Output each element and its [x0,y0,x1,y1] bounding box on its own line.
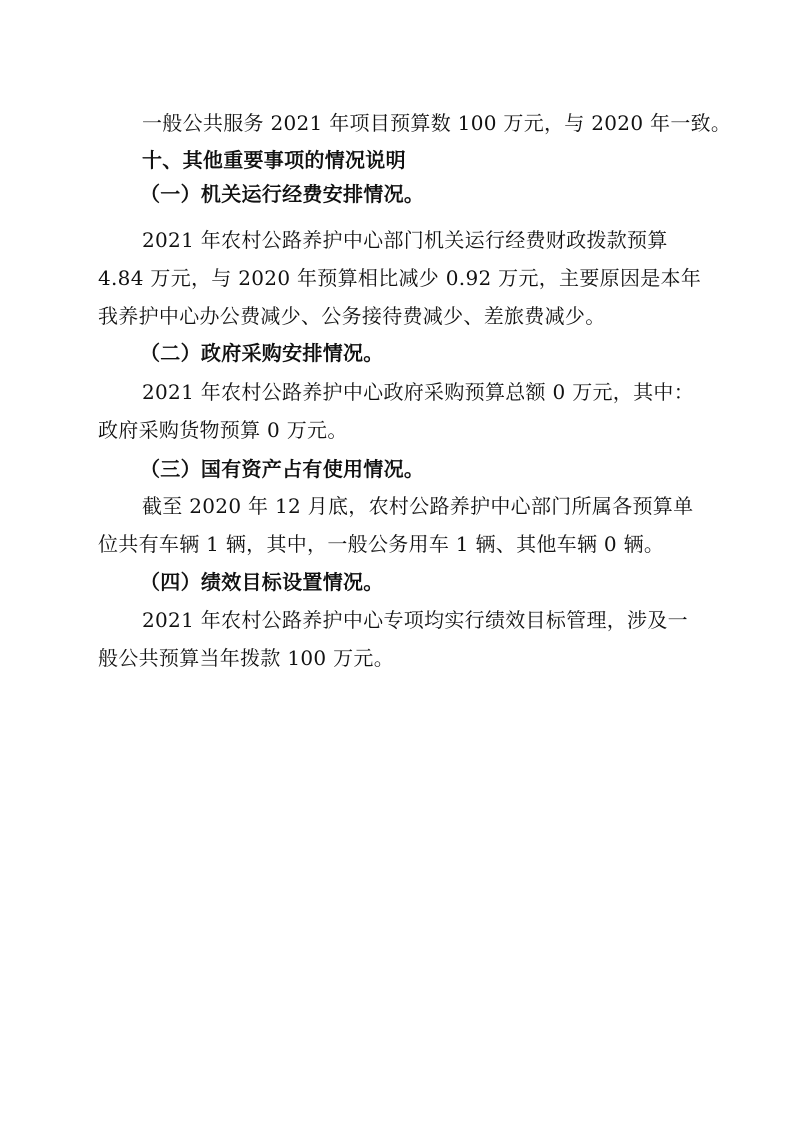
paragraph-operating-expenses-line3: 我养护中心办公费减少、公务接待费减少、差旅费减少。 [98,304,606,328]
paragraph-performance-line2: 般公共预算当年拨款 100 万元。 [98,646,394,670]
paragraph-assets-line2: 位共有车辆 1 辆，其中，一般公务用车 1 辆、其他车辆 0 辆。 [98,532,665,556]
paragraph-assets-line1: 截至 2020 年 12 月底，农村公路养护中心部门所属各预算单 [142,494,694,518]
paragraph-procurement-line2: 政府采购货物预算 0 万元。 [98,418,348,442]
section-title-other-matters: 十、其他重要事项的情况说明 [142,148,406,172]
subsection-title-government-procurement: （二）政府采购安排情况。 [140,341,384,365]
paragraph-operating-expenses-line1: 2021 年农村公路养护中心部门机关运行经费财政拨款预算 [142,228,668,252]
subsection-title-operating-expenses: （一）机关运行经费安排情况。 [140,182,425,206]
subsection-title-performance-goals: （四）绩效目标设置情况。 [140,570,384,594]
paragraph-performance-line1: 2021 年农村公路养护中心专项均实行绩效目标管理，涉及一 [142,608,688,632]
paragraph-operating-expenses-line2: 4.84 万元，与 2020 年预算相比减少 0.92 万元，主要原因是本年 [98,266,702,290]
subsection-title-state-assets: （三）国有资产占有使用情况。 [140,457,425,481]
paragraph-general-public-service: 一般公共服务 2021 年项目预算数 100 万元，与 2020 年一致。 [142,111,732,135]
paragraph-procurement-line1: 2021 年农村公路养护中心政府采购预算总额 0 万元，其中： [142,380,694,404]
